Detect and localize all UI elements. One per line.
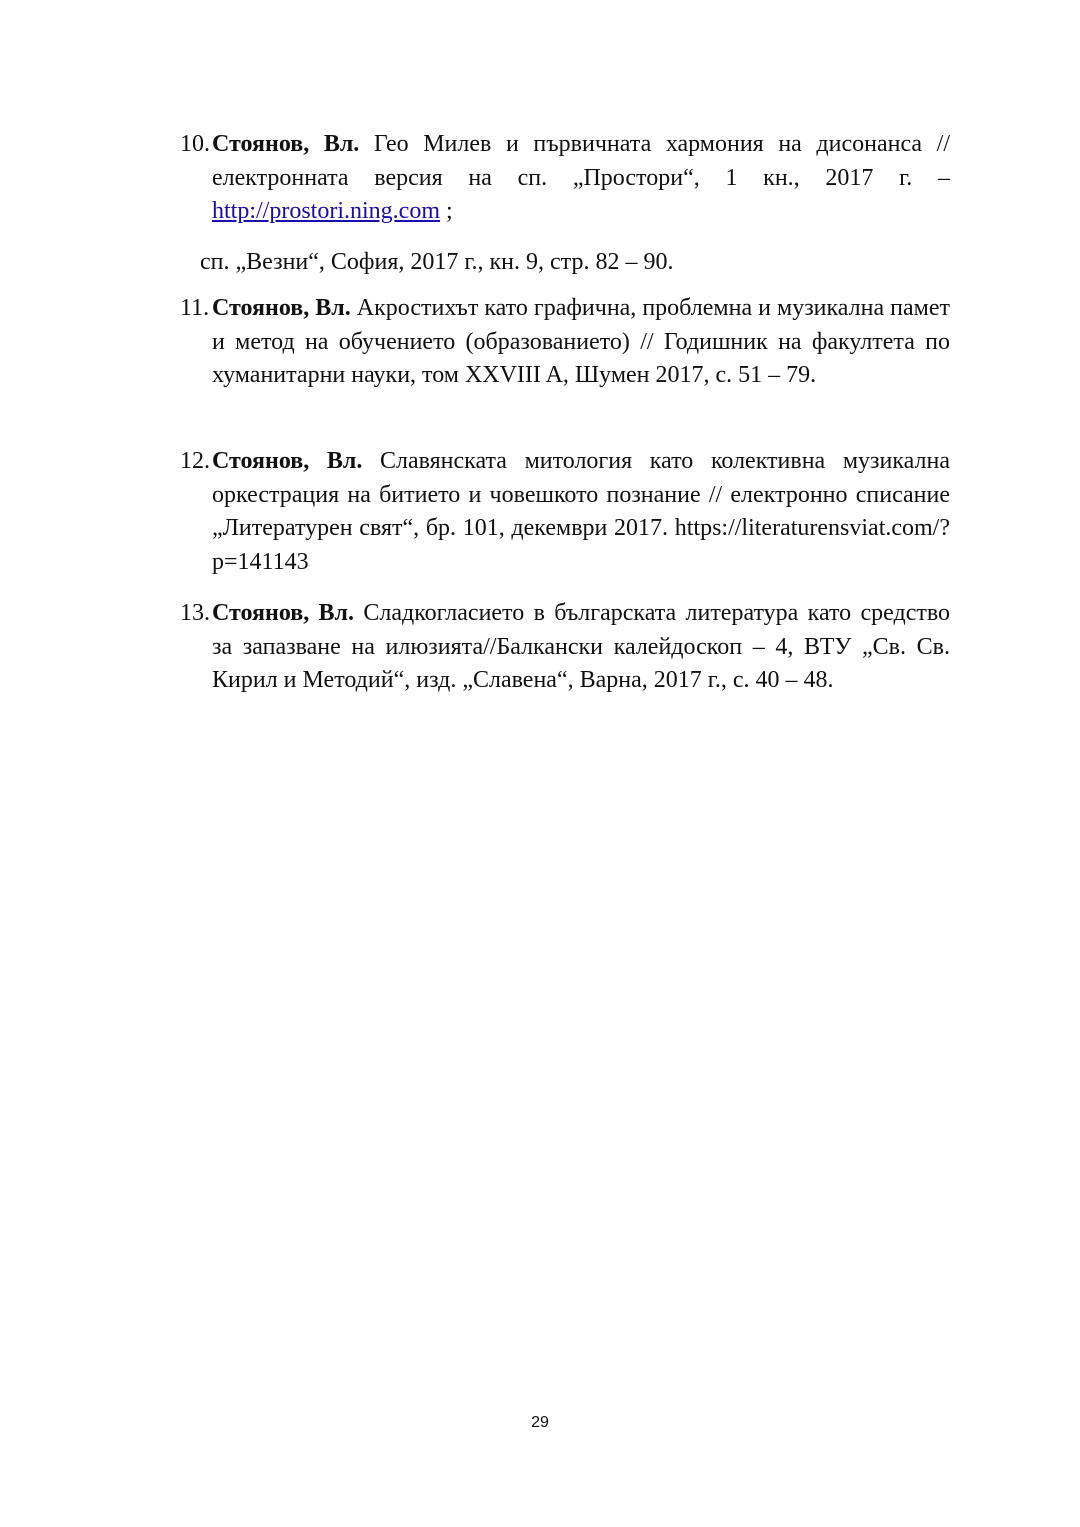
reference-body — [212, 597, 950, 698]
reference-text: Сладкогласието в българската литература като средство за запазване на илюзията//Балкански калейдоскоп – 4, ВТУ „Св. Св. Кирил и Методий“, изд. „Славена“, Варна, 2017 г., с. 40 – 48. — [212, 600, 950, 693]
reference-body — [212, 292, 950, 393]
reference-author: Стоянов, Вл. — [212, 295, 351, 321]
reference-body — [212, 128, 950, 229]
reference-number: 11. — [180, 295, 210, 321]
reference-text: Гео Милев и първичната хармония на дисонанса // електронната версия на сп. „Простори“, 1 кн., 2017 г. – — [212, 131, 951, 191]
reference-link[interactable]: http://prostori.ning.com — [212, 198, 440, 224]
reference-number: 10. — [180, 131, 210, 157]
reference-body — [212, 445, 950, 579]
reference-item-13 — [180, 597, 950, 698]
reference-item-12 — [180, 445, 950, 579]
page-number: 29 — [531, 1414, 549, 1431]
reference-text: Славянската митология като колективна музикална оркестрация на битието и човешкото познание // електронно списание „Литературен свят“, бр. 101, декември 2017. https://literaturensviat.com/?p=141143 — [212, 448, 950, 575]
reference-note: сп. „Везни“, София, 2017 г., кн. 9, стр. 82 – 90. — [200, 249, 674, 275]
reference-text: Акростихът като графична, проблемна и музикална памет и метод на обучението (образованието) // Годишник на факултета по хуманитарни науки, том XXVIII A, Шумен 2017, с. 51 – 79. — [212, 295, 950, 388]
reference-text-after-link: ; — [440, 198, 453, 224]
reference-item-11 — [180, 292, 950, 393]
reference-number: 12. — [180, 448, 210, 474]
reference-author: Стоянов, Вл. — [212, 600, 355, 626]
reference-number: 13. — [180, 600, 210, 626]
reference-author: Стоянов, Вл. — [212, 131, 360, 157]
reference-author: Стоянов, Вл. — [212, 448, 363, 474]
reference-item-10 — [180, 128, 950, 229]
